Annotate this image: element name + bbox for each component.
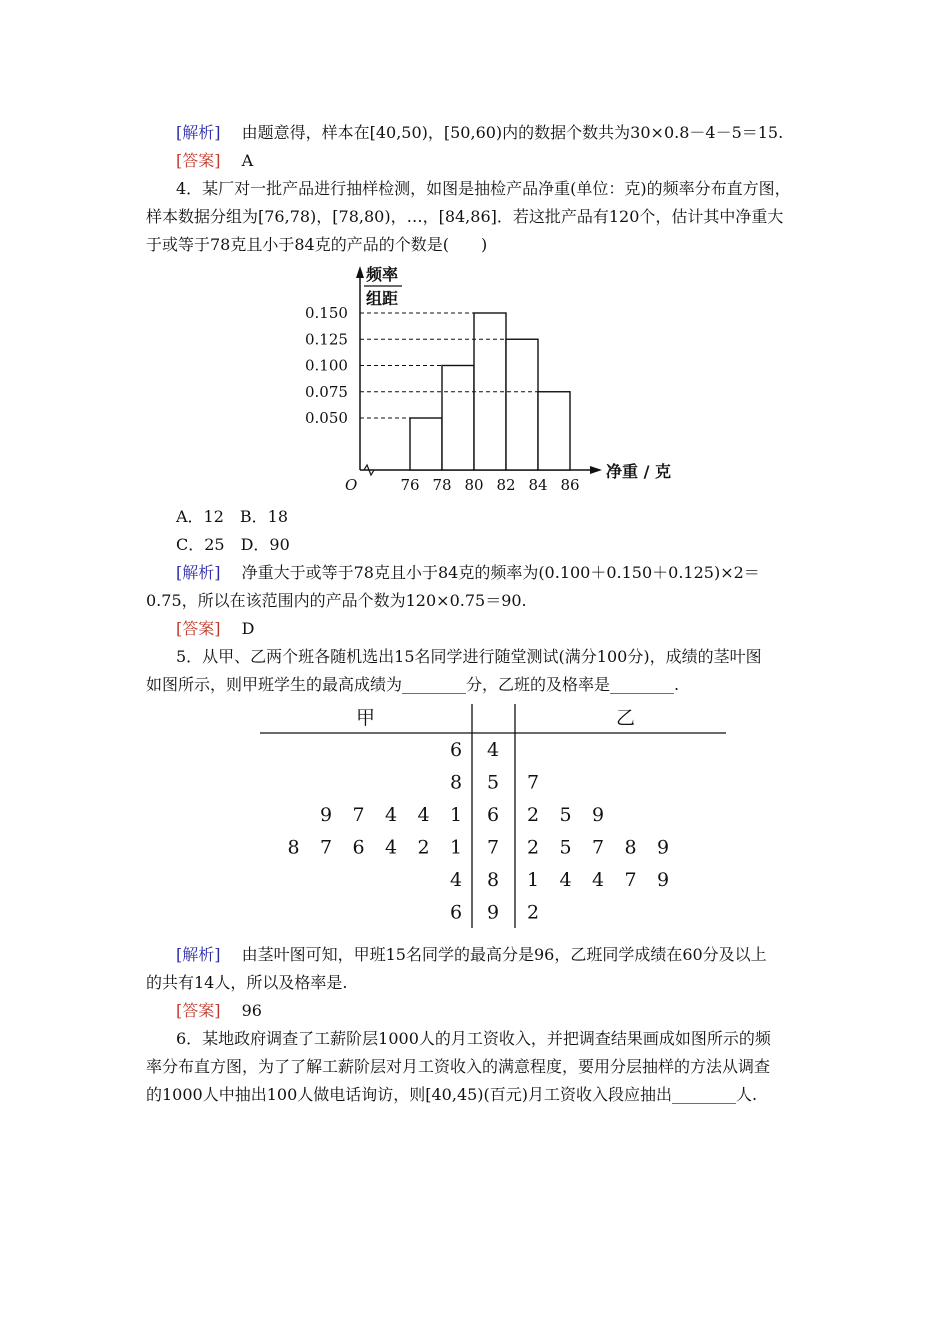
left-leaf: 4 [384, 804, 398, 826]
origin-label: O [345, 476, 358, 494]
right-leaf: 7 [526, 771, 540, 794]
stem-value: 7 [486, 836, 500, 859]
right-leaf: 5 [559, 804, 572, 826]
answer-text: D [241, 619, 255, 638]
y-tick-label: 0.050 [305, 409, 348, 427]
right-leaf: 7 [591, 836, 605, 859]
analysis-tag: [解析] [176, 563, 221, 582]
analysis-text: 由题意得，样本在[40,50)，[50,60)内的数据个数共为30×0.8－4－5＝15. [241, 123, 784, 142]
answer-tag: [答案] [176, 151, 221, 170]
left-leaf: 8 [449, 771, 463, 794]
right-leaf: 1 [526, 869, 540, 891]
x-tick-label: 76 [400, 476, 420, 494]
analysis-tag: [解析] [176, 945, 221, 964]
right-leaf: 4 [559, 869, 572, 891]
q4-options-cd: C．25 D．90 [176, 535, 290, 554]
x-tick-label: 84 [528, 476, 548, 494]
y-label-bottom: 组距 [366, 289, 399, 308]
right-leaf: 5 [559, 836, 572, 859]
q4-line1: 4．某厂对一批产品进行抽样检测，如图是抽检产品净重(单位：克)的频率分布直方图， [176, 179, 791, 198]
left-leaf: 1 [449, 836, 463, 859]
right-leaf: 4 [591, 869, 605, 891]
y-tick-label: 0.150 [305, 304, 348, 322]
q5-analysis [176, 944, 767, 966]
left-leaf: 8 [287, 836, 300, 859]
answer-tag: [答案] [176, 1001, 221, 1020]
q6-line2: 率分布直方图，为了了解工薪阶层对月工资收入的满意程度，要用分层抽样的方法从调查 [146, 1057, 771, 1076]
left-leaf: 7 [352, 804, 365, 826]
left-leaf: 4 [449, 869, 463, 891]
right-leaf: 2 [526, 804, 540, 826]
q6-line3: 的1000人中抽出100人做电话询访，则[40,45)(百元)月工资收入段应抽出________人. [146, 1085, 758, 1104]
q5-answer [176, 1000, 262, 1022]
q4-analysis-line2: 0.75，所以在该范围内的产品个数为120×0.75＝90. [146, 591, 527, 610]
left-title: 甲 [356, 707, 376, 729]
right-leaf: 9 [591, 804, 605, 826]
x-tick-label: 80 [464, 476, 484, 494]
stem-value: 9 [486, 901, 500, 924]
x-tick-label: 86 [560, 476, 580, 494]
stem-value: 8 [486, 869, 500, 891]
y-tick-label: 0.100 [305, 356, 348, 375]
left-leaf: 6 [352, 836, 365, 859]
analysis-tag: [解析] [176, 123, 221, 142]
q4-options-ab: A．12 B．18 [176, 507, 289, 526]
right-leaf: 8 [624, 836, 637, 859]
left-leaf: 2 [417, 836, 430, 859]
stem-value: 5 [486, 771, 500, 794]
right-leaf: 7 [624, 869, 637, 891]
q6-line1: 6．某地政府调查了工薪阶层1000人的月工资收入，并把调查结果画成如图所示的频 [176, 1029, 771, 1048]
y-tick-label: 0.075 [305, 382, 348, 401]
stem-value: 4 [486, 739, 500, 761]
x-tick-label: 82 [496, 476, 516, 494]
analysis-text: 由茎叶图可知，甲班15名同学的最高分是96，乙班同学成绩在60分及以上 [241, 945, 767, 964]
left-leaf: 4 [417, 804, 430, 826]
left-leaf: 7 [319, 836, 333, 859]
left-leaf: 9 [319, 804, 333, 826]
left-leaf: 6 [449, 901, 463, 924]
right-leaf: 9 [656, 836, 670, 859]
left-leaf: 4 [384, 836, 398, 859]
q4-line3: 于或等于78克且小于84克的产品的个数是( ) [146, 235, 488, 254]
stem-value: 6 [486, 804, 500, 826]
right-title: 乙 [616, 707, 636, 729]
right-leaf: 2 [526, 836, 540, 859]
y-label-top: 频率 [366, 265, 399, 284]
answer-tag: [答案] [176, 619, 221, 638]
analysis-text: 净重大于或等于78克且小于84克的频率为(0.100＋0.150＋0.125)×2＝ [241, 563, 760, 582]
left-leaf: 6 [449, 739, 463, 761]
q5-line1: 5．从甲、乙两个班各随机选出15名同学进行随堂测试(满分100分)，成绩的茎叶图 [176, 647, 762, 666]
x-tick-label: 78 [432, 476, 452, 494]
right-leaf: 9 [656, 869, 670, 891]
q5-line2: 如图所示，则甲班学生的最高成绩为________分，乙班的及格率是________. [146, 675, 680, 694]
right-leaf: 2 [526, 901, 540, 924]
q5-analysis-line2: 的共有14人，所以及格率是. [146, 973, 348, 992]
left-leaf: 1 [449, 804, 463, 826]
x-label: 净重 / 克 [606, 462, 671, 481]
y-tick-label: 0.125 [305, 330, 348, 349]
q4-line2: 样本数据分组为[76,78)，[78,80)，…，[84,86]．若这批产品有120个，估计其中净重大 [146, 207, 784, 226]
answer-text: A [241, 151, 254, 170]
answer-text: 96 [241, 1001, 262, 1020]
